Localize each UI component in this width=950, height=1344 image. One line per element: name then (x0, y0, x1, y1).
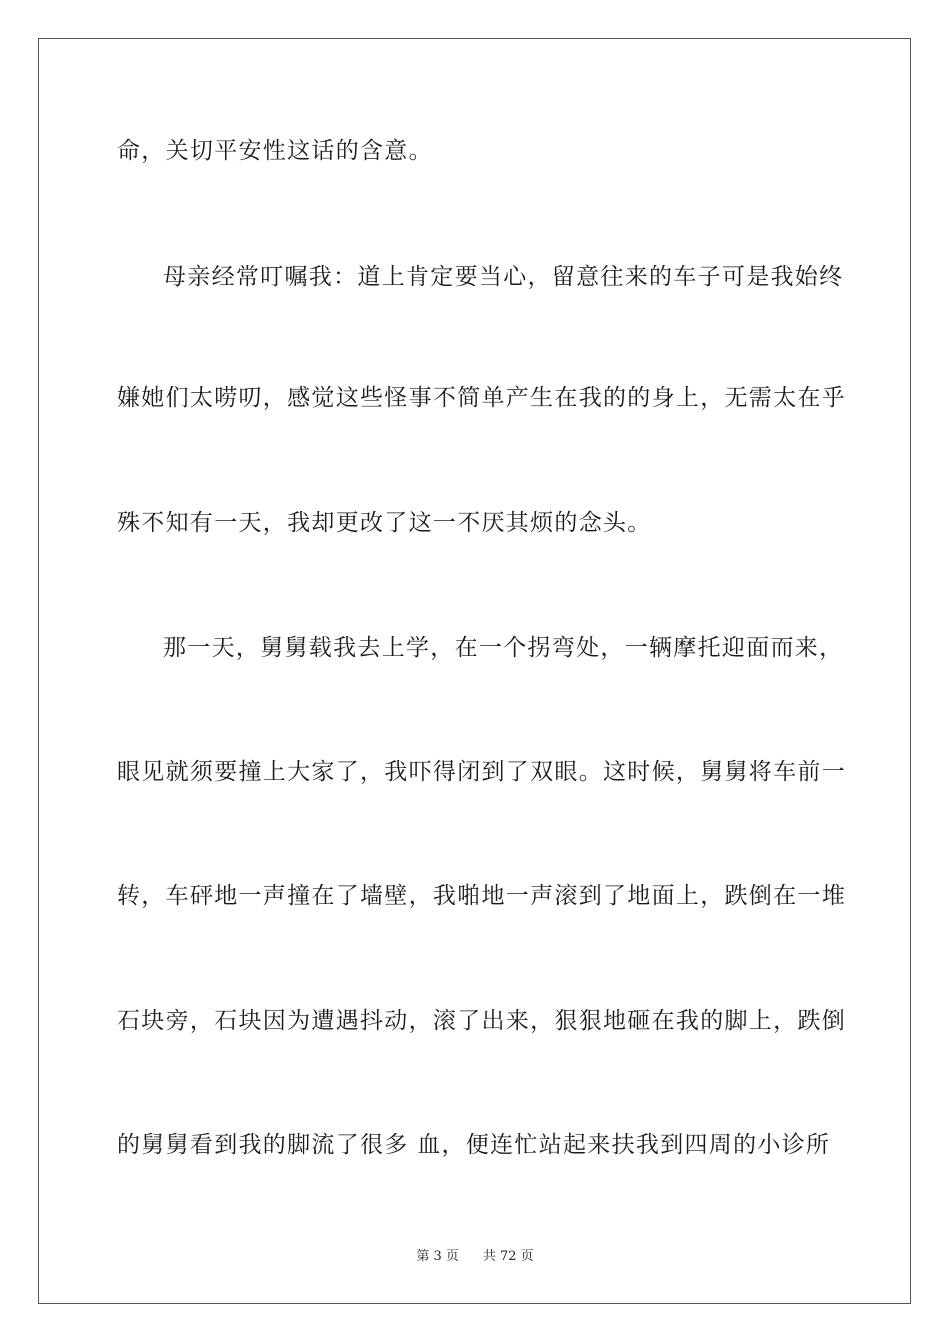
text-line-3: 嫌她们太唠叨，感觉这些怪事不简单产生在我的的身上，无需太在乎 (117, 385, 846, 411)
text-line-5: 那一天，舅舅载我去上学，在一个拐弯处，一辆摩托迎面而来， (163, 635, 844, 661)
page-total: 共 72 页 (482, 1249, 534, 1264)
text-line-8: 石块旁，石块因为遭遇抖动，滚了出来，狠狠地砸在我的脚上，跌倒 (117, 1008, 846, 1034)
text-line-4: 殊不知有一天，我却更改了这一不厌其烦的念头。 (117, 510, 652, 536)
text-line-1: 命，关切平安性这话的含意。 (117, 138, 433, 164)
text-line-7: 转，车砰地一声撞在了墙壁，我啪地一声滚到了地面上，跌倒在一堆 (117, 883, 846, 909)
page-number: 第 3 页 (416, 1249, 459, 1264)
text-line-6: 眼见就须要撞上大家了，我吓得闭到了双眼。这时候，舅舅将车前一 (117, 759, 846, 785)
text-line-2: 母亲经常叮嘱我：道上肯定要当心，留意往来的车子可是我始终 (163, 264, 844, 290)
text-line-9: 的舅舅看到我的脚流了很多 血，便连忙站起来扶我到四周的小诊所 (117, 1132, 831, 1158)
page-footer (0, 1248, 950, 1266)
page-border (38, 38, 911, 1304)
